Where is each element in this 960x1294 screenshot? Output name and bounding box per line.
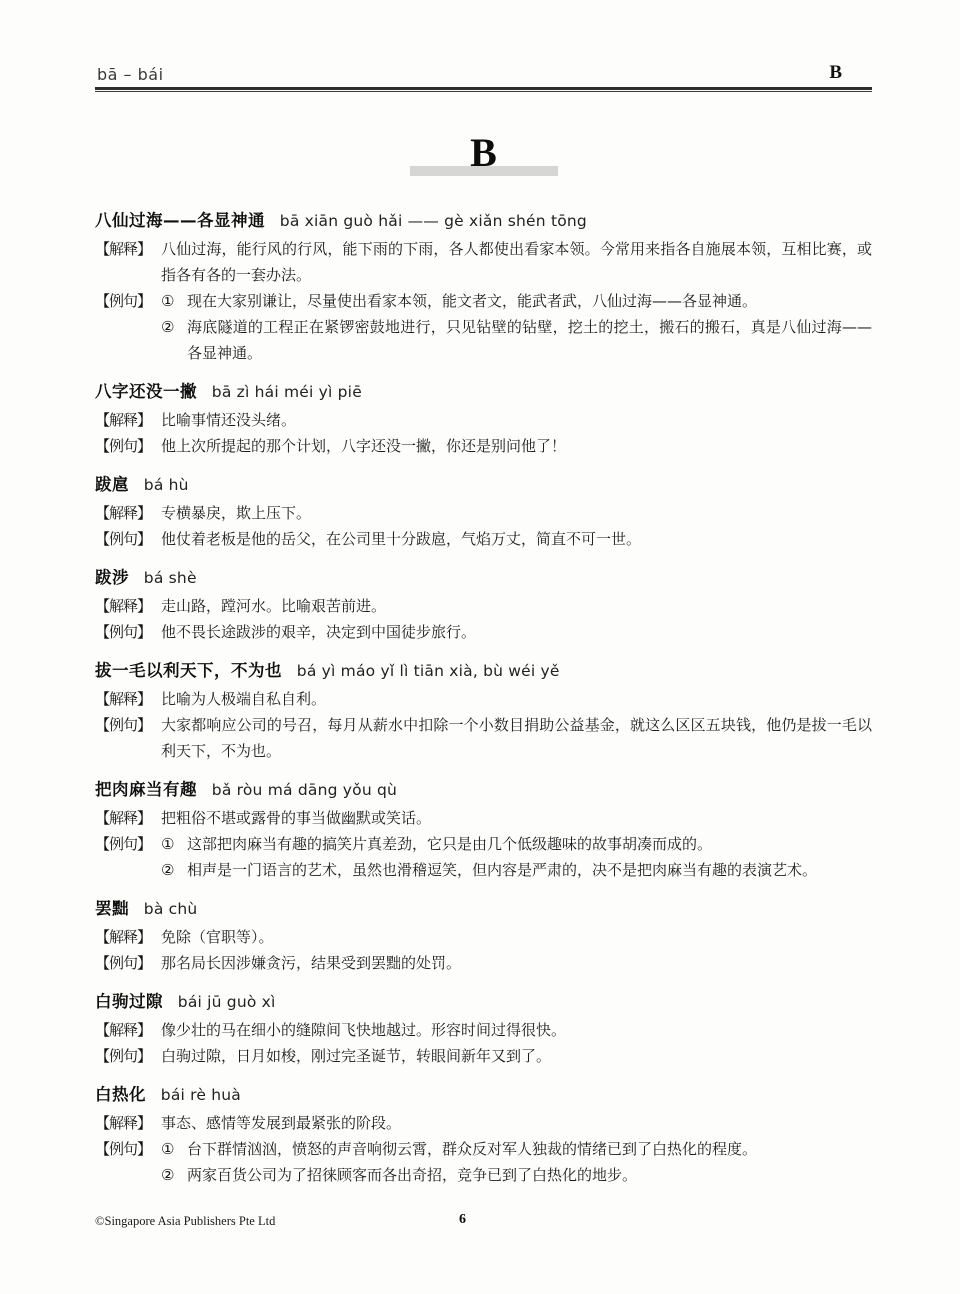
example-text: 他仗着老板是他的岳父，在公司里十分跋扈，气焰万丈，简直不可一世。 [161,530,642,548]
explanation-row [95,236,872,288]
entry-pinyin: bā zì hái méi yì piē [211,383,362,401]
explanation-row [95,1017,872,1043]
explanation-text: 专横暴戾，欺上压下。 [161,504,312,522]
example-number: ② [161,861,175,879]
section-letter: B [470,130,497,175]
example-text: 那名局长因涉嫌贪污，结果受到罢黜的处罚。 [161,954,462,972]
entry-pinyin: bǎ ròu má dāng yǒu qù [211,781,398,799]
explanation-label: 【解释】 [95,504,152,522]
explanation-row [95,924,872,950]
guide-word: bā – bái [97,65,164,84]
example-row [95,1043,872,1069]
explanation-row [95,686,872,712]
entry-headword: 八字还没一撇 [95,382,197,401]
example-list [157,1136,872,1188]
entry-headword: 八仙过海——各显神通 [95,211,265,230]
entry-headword: 跋扈 [95,475,129,494]
copyright-notice: ©Singapore Asia Publishers Pte Ltd [95,1214,276,1228]
example-row [95,526,872,552]
entry-head-line [95,658,872,684]
example-row [95,1136,872,1188]
example-item [161,1162,872,1188]
entry-list [95,208,872,1188]
entry-bachu [95,896,872,976]
entry-pinyin: bá hù [143,476,189,494]
example-row [95,288,872,366]
entry-pinyin: bái rè huà [160,1086,241,1104]
example-list [157,288,872,366]
example-item [161,288,872,314]
example-label: 【例句】 [95,716,152,734]
example-number: ① [161,292,175,310]
explanation-text: 走山路，蹚河水。比喻艰苦前进。 [161,597,387,615]
explanation-row [95,407,872,433]
example-list [157,831,872,883]
entry-headword: 白热化 [95,1085,146,1104]
page-number: 6 [459,1212,466,1227]
entry-bazihaimeiyipie [95,379,872,459]
entry-head-line [95,896,872,922]
example-row [95,433,872,459]
example-text: 台下群情汹汹，愤怒的声音响彻云霄，群众反对军人独裁的情绪已到了白热化的程度。 [187,1140,758,1158]
example-text: 白驹过隙，日月如梭，刚过完圣诞节，转眼间新年又到了。 [161,1047,552,1065]
entry-headword: 罢黜 [95,899,129,918]
entry-head-line [95,472,872,498]
example-number: ① [161,1140,175,1158]
entry-bahu [95,472,872,552]
entry-head-line [95,1082,872,1108]
entry-head-line [95,379,872,405]
explanation-row [95,805,872,831]
example-item [161,831,872,857]
header-rule [95,87,872,92]
example-item [161,1136,872,1162]
explanation-label: 【解释】 [95,809,152,827]
entry-bashe [95,565,872,645]
example-label: 【例句】 [95,437,152,455]
entry-pinyin: bá yì máo yǐ lì tiān xià, bù wéi yě [296,662,560,680]
entry-headword: 白驹过隙 [95,992,163,1011]
example-label: 【例句】 [95,1140,152,1158]
entry-pinyin: bà chù [143,900,198,918]
explanation-text: 把粗俗不堪或露骨的事当做幽默或笑话。 [161,809,432,827]
section-head [95,124,872,182]
explanation-row [95,593,872,619]
example-text: 相声是一门语言的艺术，虽然也滑稽逗笑，但内容是严肃的，决不是把肉麻当有趣的表演艺术。 [187,861,818,879]
explanation-row [95,500,872,526]
explanation-label: 【解释】 [95,690,152,708]
example-label: 【例句】 [95,954,152,972]
example-number: ② [161,318,175,336]
explanation-label: 【解释】 [95,1114,152,1132]
entry-bayimao [95,658,872,764]
explanation-label: 【解释】 [95,1021,152,1039]
entry-pinyin: bā xiān guò hǎi —— gè xiǎn shén tōng [279,212,587,230]
example-row [95,712,872,764]
example-text: 现在大家别谦让，尽量使出看家本领，能文者文，能武者武，八仙过海——各显神通。 [187,292,758,310]
explanation-label: 【解释】 [95,411,152,429]
example-label: 【例句】 [95,1047,152,1065]
example-number: ② [161,1166,175,1184]
entry-pinyin: bá shè [143,569,197,587]
example-label: 【例句】 [95,623,152,641]
example-label: 【例句】 [95,835,152,853]
entry-baroumadangyouqu [95,777,872,883]
example-text: 他不畏长途跋涉的艰辛，决定到中国徒步旅行。 [161,623,477,641]
example-number: ① [161,835,175,853]
explanation-text: 八仙过海，能行风的行风，能下雨的下雨，各人都使出看家本领。今常用来指各自施展本领，互相比赛，或指各有各的一套办法。 [161,240,872,284]
running-header [95,62,872,87]
example-text: 两家百货公司为了招徕顾客而各出奇招，竞争已到了白热化的地步。 [187,1166,638,1184]
example-text: 海底隧道的工程正在紧锣密鼓地进行，只见钻壁的钻壁，挖土的挖土，搬石的搬石，真是八仙过海——各显神通。 [187,318,872,362]
entry-baijuguoxi [95,989,872,1069]
example-label: 【例句】 [95,530,152,548]
explanation-text: 像少壮的马在细小的缝隙间飞快地越过。形容时间过得很快。 [161,1021,567,1039]
explanation-text: 免除（官职等）。 [161,928,274,946]
entry-head-line [95,777,872,803]
entry-headword: 把肉麻当有趣 [95,780,197,799]
example-label: 【例句】 [95,292,152,310]
entry-pinyin: bái jū guò xì [177,993,276,1011]
entry-headword: 跋涉 [95,568,129,587]
example-text: 大家都响应公司的号召，每月从薪水中扣除一个小数目捐助公益基金，就这么区区五块钱，他仍是拔一毛以利天下，不为也。 [161,716,872,760]
page-footer [0,1212,960,1232]
example-text: 他上次所提起的那个计划，八字还没一撇，你还是别问他了！ [161,437,567,455]
header-section-letter: B [829,62,842,83]
entry-head-line [95,208,872,234]
example-row [95,831,872,883]
example-row [95,950,872,976]
explanation-label: 【解释】 [95,240,152,258]
explanation-row [95,1110,872,1136]
entry-baxianguohai [95,208,872,366]
explanation-text: 比喻事情还没头绪。 [161,411,297,429]
explanation-label: 【解释】 [95,928,152,946]
explanation-text: 比喻为人极端自私自利。 [161,690,327,708]
example-item [161,857,872,883]
entry-head-line [95,989,872,1015]
explanation-text: 事态、感情等发展到最紧张的阶段。 [161,1114,402,1132]
entry-head-line [95,565,872,591]
example-item [161,314,872,366]
example-text: 这部把肉麻当有趣的搞笑片真差劲，它只是由几个低级趣味的故事胡凑而成的。 [187,835,713,853]
explanation-label: 【解释】 [95,597,152,615]
entry-headword: 拔一毛以利天下，不为也 [95,661,282,680]
entry-bairehua [95,1082,872,1188]
example-row [95,619,872,645]
